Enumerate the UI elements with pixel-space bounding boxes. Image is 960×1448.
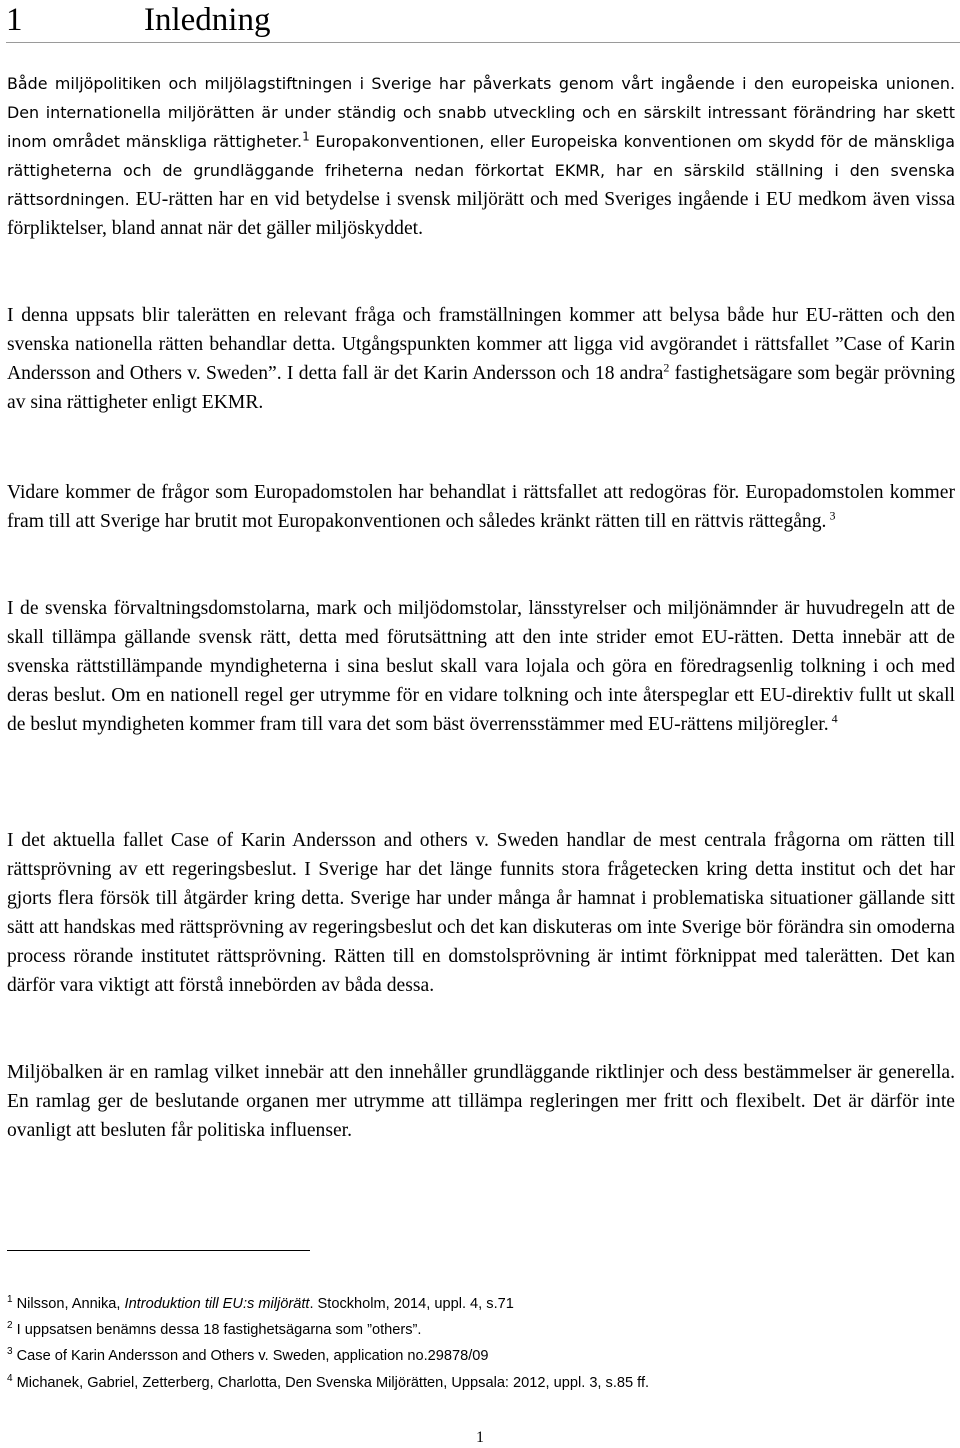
- footnote-separator: [7, 1250, 310, 1251]
- chapter-heading: [6, 0, 960, 44]
- footnote-1-text: Nilsson, Annika,: [16, 1296, 125, 1312]
- footnote-4: [7, 1374, 952, 1392]
- footnote-ref-2: 2: [663, 360, 670, 375]
- footnote-1: [7, 1295, 952, 1313]
- paragraph-4: [7, 594, 955, 739]
- chapter-title: Inledning: [144, 2, 271, 38]
- footnote-4-number: 4: [7, 1373, 13, 1385]
- footnote-2-text: I uppsatsen benämns dessa 18 fastighetsägarna som ”others”.: [16, 1322, 422, 1338]
- footnote-3-text: Case of Karin Andersson and Others v. Sweden, application no.29878/09: [16, 1348, 489, 1364]
- paragraph-3: [7, 478, 955, 536]
- paragraph-1: [7, 69, 955, 243]
- footnote-4-text: Michanek, Gabriel, Zetterberg, Charlotta, Den Svenska Miljörätten, Uppsala: 2012, uppl. 3, s.85 ff.: [16, 1375, 650, 1391]
- footnote-2: [7, 1321, 952, 1339]
- footnote-3: [7, 1347, 952, 1365]
- paragraph-4-text: I de svenska förvaltningsdomstolarna, mark och miljödomstolar, länsstyrelser och miljönämnder är huvudregeln att de skall tillämpa gällande svensk rätt, detta med förutsättning att den inte strider emot EU-rätten. Detta innebär att de svenska rättstillämpande myndigheterna i sina beslut skall vara lojala och göra en föredragsenlig tolkning i och med deras beslut. Om en nationell regel ger utrymme för en vidare tolkning och inte återspeglar ett EU-direktiv fullt ut skall de beslut myndigheten kommer fram till vara det som bäst överrensstämmer med EU-rättens miljöregler.: [7, 598, 955, 735]
- paragraph-3-text: Vidare kommer de frågor som Europadomstolen har behandlat i rättsfallet att redogöras för. Europadomstolen kommer fram till att Sverige har brutit mot Europakonventionen och således kränkt rätten till en rättvis rättegång.: [7, 482, 955, 532]
- page-number: 1: [476, 1429, 484, 1446]
- paragraph-1-text-c: EU-rätten har en vid betydelse i svensk miljörätt och med Sveriges ingående i EU medkom även vissa förpliktelser, bland annat när det gäller miljöskyddet.: [7, 189, 955, 239]
- paragraph-5: I det aktuella fallet Case of Karin Andersson and others v. Sweden handlar de mest centrala frågorna om rätten till rättsprövning av ett regeringsbeslut. I Sverige har det länge funnits stora frågetecken kring detta institut och det har gjorts flera försök till åtgärder kring detta. Sverige har under många år hamnat i problematiska situationer gällande sitt sätt att handskas med rättsprövning av regeringsbeslut och det kan diskuteras om inte Sverige bör förändra sin omoderna process rörande institutet rättsprövning. Rätten till en domstolsprövning är intimt förknippat med talerätten. Det kan därför vara viktigt att förstå innebörden av båda dessa.: [7, 830, 955, 996]
- paragraph-2-text-a: I denna uppsats blir talerätten en relevant fråga och framställningen kommer att belysa både hur EU-rätten och den svenska nationella rätten behandlar detta. Utgångspunkten kommer att ligga vid avgörandet i rättsfallet ”Case of Karin Andersson and Others v. Sweden”. I detta fall är det Karin Andersson och 18 andra: [7, 305, 955, 384]
- paragraph-6: Miljöbalken är en ramlag vilket innebär att den innehåller grundläggande riktlinjer och dess bestämmelser är generella. En ramlag ger de beslutande organen mer utrymme att tillämpa regleringen mer fritt och flexibelt. Det är därför inte ovanligt att besluten får politiska influenser.: [7, 1062, 955, 1141]
- paragraph-1-text-b: Europakonventionen, eller Europeiska konventionen om skydd för de mänskliga rättigheterna och de grundläggande friheterna nedan förkortat EKMR, har en särskild ställning i den svenska rättsordningen.: [7, 132, 955, 209]
- paragraph-2: [7, 301, 955, 417]
- paragraph-1-text-a: Både miljöpolitiken och miljölagstiftningen i Sverige har påverkats genom vårt ingående i den europeiska unionen. Den internationella miljörätten är under ständig och snabb utveckling och en särskilt intressant förändring har skett inom området mänskliga rättigheter.: [7, 74, 955, 151]
- footnote-ref-4: 4: [828, 711, 838, 726]
- footnote-3-number: 3: [7, 1346, 13, 1358]
- footnote-ref-3: 3: [826, 508, 836, 523]
- footnote-2-number: 2: [7, 1320, 13, 1332]
- heading-underline: [6, 42, 960, 43]
- footnote-ref-1: 1: [302, 129, 310, 144]
- footnote-1-details: . Stockholm, 2014, uppl. 4, s.71: [309, 1296, 514, 1312]
- footnote-1-number: 1: [7, 1294, 13, 1306]
- footnote-1-title: Introduktion till EU:s miljörätt: [124, 1296, 310, 1312]
- paragraph-2-text-b: fastighetsägare som begär prövning av sina rättigheter enligt EKMR.: [7, 363, 955, 413]
- chapter-number: 1: [6, 2, 23, 38]
